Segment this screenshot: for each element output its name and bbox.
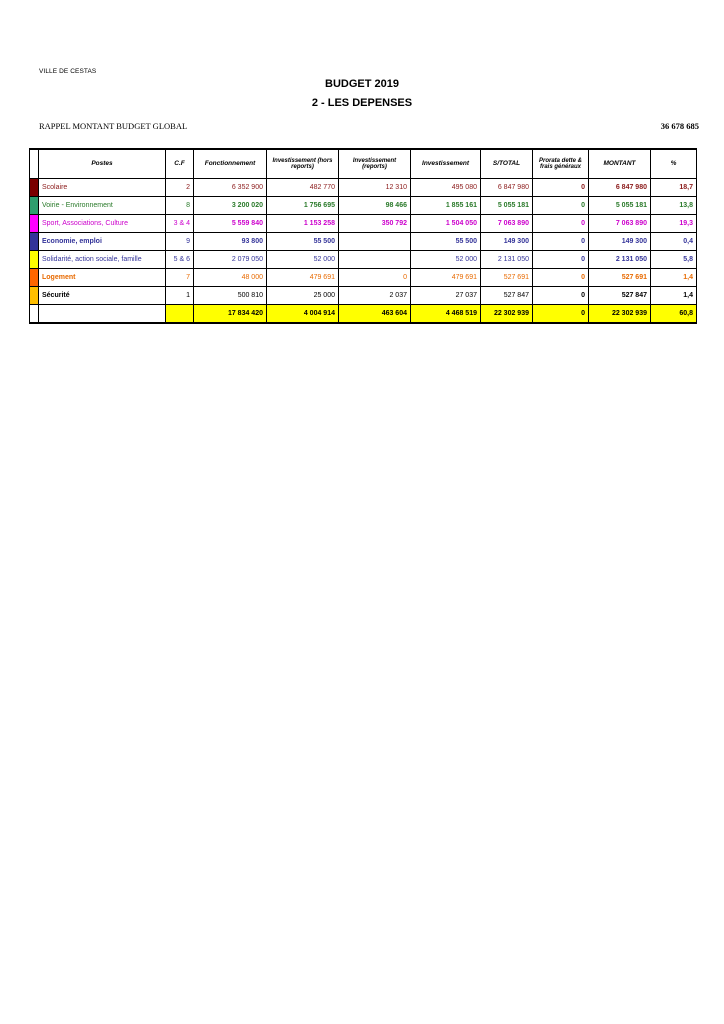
row-invest-reports: 2 037 — [339, 287, 411, 305]
row-fonctionnement: 500 810 — [194, 287, 267, 305]
row-invest-reports: 12 310 — [339, 179, 411, 197]
header-cf: C.F — [166, 149, 194, 179]
total-pct: 60,8 — [651, 305, 697, 324]
table-row — [30, 287, 697, 305]
row-prorata: 0 — [533, 197, 589, 215]
row-color-swatch — [30, 197, 39, 215]
row-stotal: 527 691 — [481, 269, 533, 287]
row-montant: 149 300 — [589, 233, 651, 251]
row-invest-hors: 1 756 695 — [267, 197, 339, 215]
row-cf: 7 — [166, 269, 194, 287]
row-invest-hors: 55 500 — [267, 233, 339, 251]
row-pct: 18,7 — [651, 179, 697, 197]
row-pct: 13,8 — [651, 197, 697, 215]
header-montant: MONTANT — [589, 149, 651, 179]
row-investissement: 495 080 — [411, 179, 481, 197]
total-row — [30, 305, 697, 324]
header-swatch — [30, 149, 39, 179]
row-montant: 6 847 980 — [589, 179, 651, 197]
global-budget-label: RAPPEL MONTANT BUDGET GLOBAL — [39, 121, 188, 131]
row-montant: 2 131 050 — [589, 251, 651, 269]
row-invest-hors: 482 770 — [267, 179, 339, 197]
header-fonctionnement: Fonctionnement — [194, 149, 267, 179]
row-stotal: 149 300 — [481, 233, 533, 251]
row-cf: 2 — [166, 179, 194, 197]
row-color-swatch — [30, 287, 39, 305]
row-fonctionnement: 93 800 — [194, 233, 267, 251]
total-swatch — [30, 305, 39, 324]
row-prorata: 0 — [533, 179, 589, 197]
swatch-fill — [30, 251, 38, 268]
total-label — [39, 305, 166, 324]
row-fonctionnement: 6 352 900 — [194, 179, 267, 197]
row-invest-hors: 52 000 — [267, 251, 339, 269]
row-montant: 527 691 — [589, 269, 651, 287]
row-invest-hors: 1 153 258 — [267, 215, 339, 233]
row-fonctionnement: 5 559 840 — [194, 215, 267, 233]
row-stotal: 2 131 050 — [481, 251, 533, 269]
row-investissement: 52 000 — [411, 251, 481, 269]
row-pct: 1,4 — [651, 269, 697, 287]
header-stotal: S/TOTAL — [481, 149, 533, 179]
row-poste: Logement — [39, 269, 166, 287]
row-invest-hors: 25 000 — [267, 287, 339, 305]
row-cf: 8 — [166, 197, 194, 215]
table-row — [30, 251, 697, 269]
row-fonctionnement: 2 079 050 — [194, 251, 267, 269]
row-stotal: 5 055 181 — [481, 197, 533, 215]
total-cf — [166, 305, 194, 324]
row-cf: 3 & 4 — [166, 215, 194, 233]
header-investissement: Investissement — [411, 149, 481, 179]
table-row — [30, 233, 697, 251]
row-investissement: 55 500 — [411, 233, 481, 251]
header-postes: Postes — [39, 149, 166, 179]
row-stotal: 527 847 — [481, 287, 533, 305]
row-stotal: 6 847 980 — [481, 179, 533, 197]
swatch-fill — [30, 215, 38, 232]
row-cf: 9 — [166, 233, 194, 251]
header-prorata: Prorata dette & frais généraux — [533, 149, 589, 179]
row-cf: 5 & 6 — [166, 251, 194, 269]
row-investissement: 1 504 050 — [411, 215, 481, 233]
row-color-swatch — [30, 233, 39, 251]
swatch-fill — [30, 179, 38, 196]
table-row — [30, 215, 697, 233]
table-header-row — [30, 149, 697, 179]
row-pct: 1,4 — [651, 287, 697, 305]
row-montant: 527 847 — [589, 287, 651, 305]
row-investissement: 1 855 161 — [411, 197, 481, 215]
total-invest-reports: 463 604 — [339, 305, 411, 324]
global-budget-value: 36 678 685 — [660, 121, 699, 131]
row-invest-reports — [339, 251, 411, 269]
row-pct: 19,3 — [651, 215, 697, 233]
row-prorata: 0 — [533, 269, 589, 287]
header-invest-hors-reports: Investissement (hors reports) — [267, 149, 339, 179]
document-title: BUDGET 2019 — [325, 78, 399, 90]
row-prorata: 0 — [533, 251, 589, 269]
total-stotal: 22 302 939 — [481, 305, 533, 324]
total-invest-hors: 4 004 914 — [267, 305, 339, 324]
total-fonctionnement: 17 834 420 — [194, 305, 267, 324]
row-invest-reports: 0 — [339, 269, 411, 287]
total-montant: 22 302 939 — [589, 305, 651, 324]
row-cf: 1 — [166, 287, 194, 305]
table-row — [30, 197, 697, 215]
swatch-fill — [30, 197, 38, 214]
row-poste: Economie, emploi — [39, 233, 166, 251]
row-poste: Solidarité, action sociale, famille — [39, 251, 166, 269]
table-row — [30, 179, 697, 197]
row-poste: Sécurité — [39, 287, 166, 305]
row-poste: Scolaire — [39, 179, 166, 197]
row-pct: 0,4 — [651, 233, 697, 251]
row-montant: 7 063 890 — [589, 215, 651, 233]
row-color-swatch — [30, 179, 39, 197]
row-color-swatch — [30, 269, 39, 287]
budget-table — [29, 148, 697, 324]
city-name: VILLE DE CESTAS — [39, 68, 97, 75]
swatch-fill — [30, 269, 38, 286]
row-invest-reports: 98 466 — [339, 197, 411, 215]
row-investissement: 27 037 — [411, 287, 481, 305]
row-color-swatch — [30, 215, 39, 233]
header-invest-reports: Investissement (reports) — [339, 149, 411, 179]
row-invest-reports: 350 792 — [339, 215, 411, 233]
row-montant: 5 055 181 — [589, 197, 651, 215]
total-investissement: 4 468 519 — [411, 305, 481, 324]
row-investissement: 479 691 — [411, 269, 481, 287]
header-pct: % — [651, 149, 697, 179]
row-poste: Sport, Associations, Culture — [39, 215, 166, 233]
table-row — [30, 269, 697, 287]
row-prorata: 0 — [533, 215, 589, 233]
row-invest-reports — [339, 233, 411, 251]
row-fonctionnement: 48 000 — [194, 269, 267, 287]
row-stotal: 7 063 890 — [481, 215, 533, 233]
row-poste: Voirie - Environnement — [39, 197, 166, 215]
swatch-fill — [30, 287, 38, 304]
row-invest-hors: 479 691 — [267, 269, 339, 287]
row-prorata: 0 — [533, 233, 589, 251]
swatch-fill — [30, 233, 38, 250]
row-pct: 5,8 — [651, 251, 697, 269]
row-prorata: 0 — [533, 287, 589, 305]
row-color-swatch — [30, 251, 39, 269]
row-fonctionnement: 3 200 020 — [194, 197, 267, 215]
document-subtitle: 2 - LES DEPENSES — [311, 97, 413, 109]
total-prorata: 0 — [533, 305, 589, 324]
